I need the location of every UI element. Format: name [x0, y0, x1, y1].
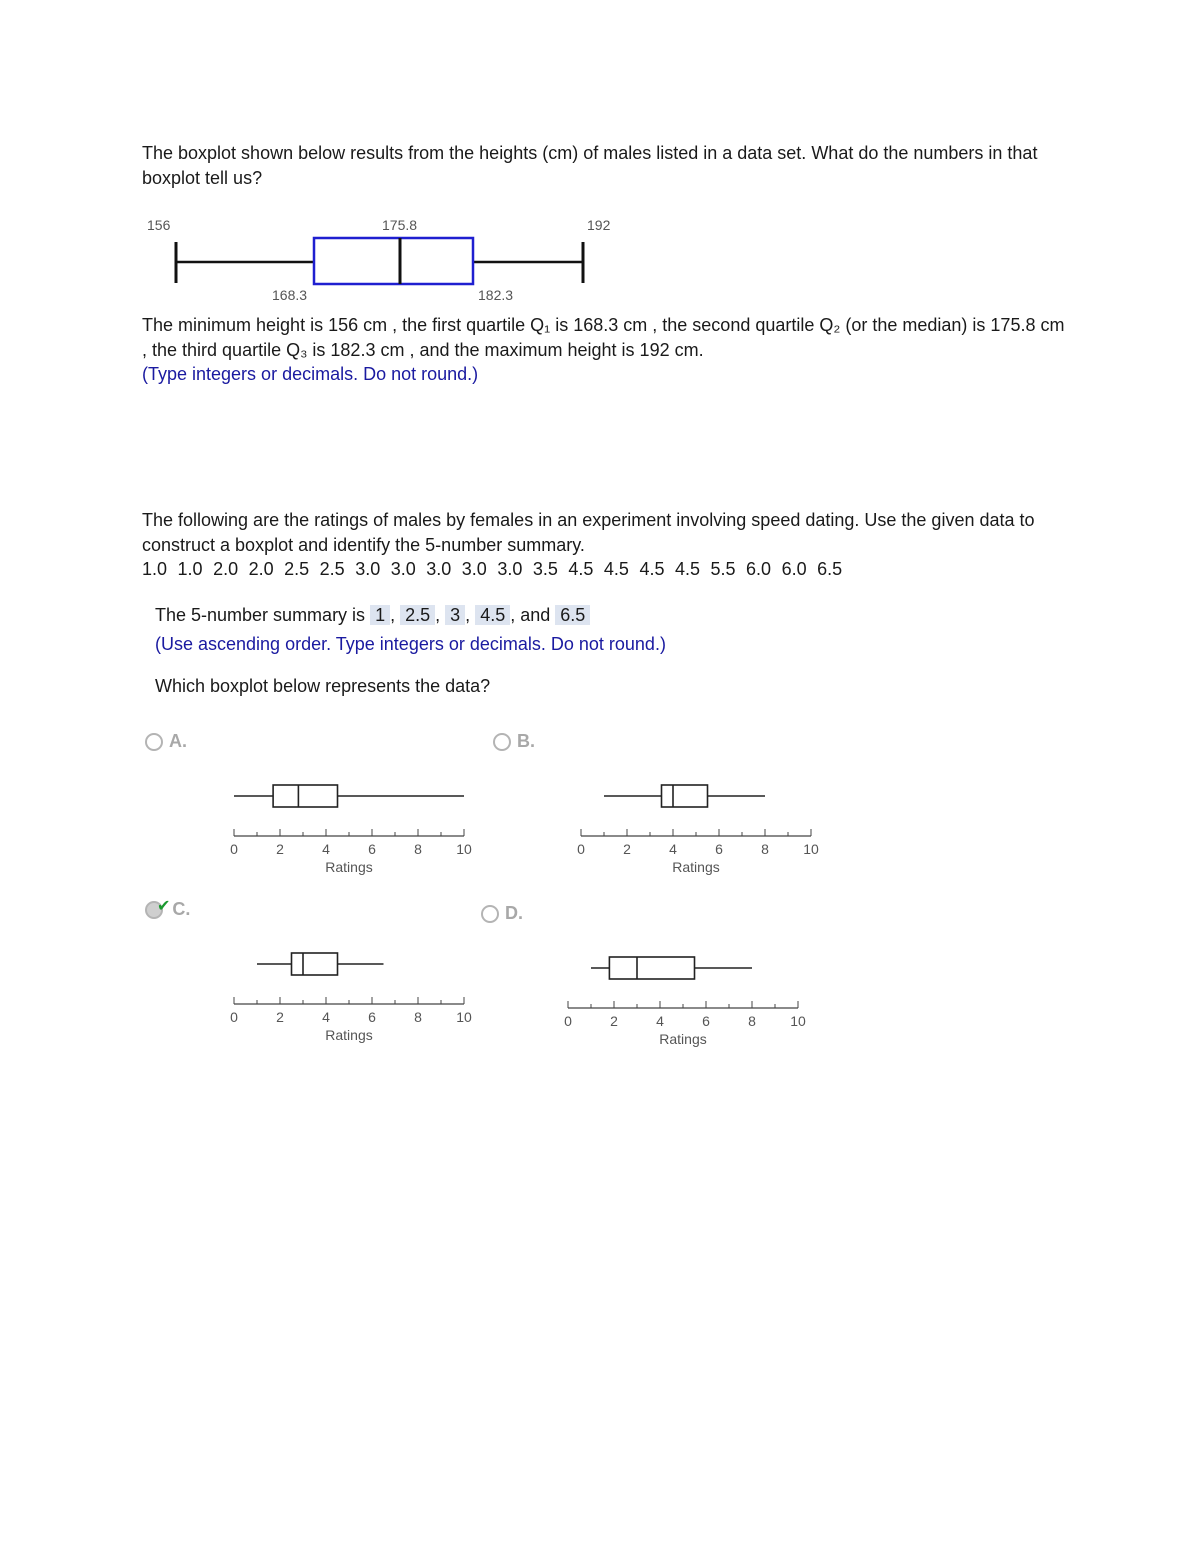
question1-note: (Type integers or decimals. Do not round.) [142, 364, 479, 384]
label-q1: 168.3 [272, 287, 308, 303]
tick-label: 4 [322, 841, 330, 857]
rating-value: 4.5 [603, 559, 629, 579]
rating-value: 3.0 [461, 559, 487, 579]
radio-d-icon[interactable] [481, 905, 499, 923]
iqr-box [273, 785, 337, 807]
summary-and: , and [510, 605, 551, 625]
option-a-label: A. [169, 731, 187, 751]
rating-value: 3.0 [497, 559, 523, 579]
radio-a-icon[interactable] [145, 733, 163, 751]
label-min: 156 [147, 217, 171, 233]
summary-q3[interactable]: 4.5 [475, 605, 510, 625]
tick-label: 10 [803, 841, 819, 857]
tick-label: 2 [610, 1013, 618, 1029]
tick-label: 0 [230, 1009, 238, 1025]
rating-value: 6.0 [746, 559, 772, 579]
rating-value: 4.5 [674, 559, 700, 579]
rating-value: 1.0 [177, 559, 203, 579]
ratings-data [142, 557, 1072, 582]
five-number-summary: The 5-number summary is 1 , 2.5 , 3 , 4.5 , and 6.5 [155, 601, 590, 629]
tick-label: 2 [276, 1009, 284, 1025]
question1-answer: The minimum height is 156 cm , the first quartile Q₁ is 168.3 cm , the second quartile Q₂ (or the median) is 175.8 cm , the third quartile Q₃ is 182.3 cm , and the maximum height is 192 cm. [142, 315, 1065, 360]
rating-value: 3.0 [426, 559, 452, 579]
boxplot-option-a [226, 770, 476, 880]
axis-label: Ratings [325, 1027, 373, 1043]
tick-label: 2 [623, 841, 631, 857]
tick-label: 6 [368, 841, 376, 857]
tick-label: 4 [656, 1013, 664, 1029]
option-b[interactable] [493, 731, 535, 752]
option-a[interactable] [145, 731, 187, 752]
iqr-box [292, 953, 338, 975]
option-d[interactable] [481, 903, 523, 924]
rating-value: 1.0 [142, 559, 168, 579]
tick-label: 0 [564, 1013, 572, 1029]
iqr-box [609, 957, 694, 979]
option-c-label: C. [172, 899, 191, 919]
tick-label: 8 [414, 841, 422, 857]
option-d-label: D. [505, 903, 523, 923]
tick-label: 2 [276, 841, 284, 857]
rating-value: 2.0 [213, 559, 239, 579]
rating-value: 3.0 [390, 559, 416, 579]
checkmark-icon: ✔ [157, 897, 171, 915]
rating-value: 3.0 [355, 559, 381, 579]
rating-value: 6.0 [781, 559, 807, 579]
rating-value: 5.5 [710, 559, 736, 579]
option-b-label: B. [517, 731, 535, 751]
rating-value: 6.5 [817, 559, 843, 579]
tick-label: 4 [322, 1009, 330, 1025]
heights-boxplot [140, 212, 640, 304]
iqr-box [314, 238, 473, 284]
rating-value: 4.5 [568, 559, 594, 579]
option-c[interactable] [145, 899, 190, 920]
tick-label: 0 [230, 841, 238, 857]
label-max: 192 [587, 217, 611, 233]
question1-prompt: The boxplot shown below results from the heights (cm) of males listed in a data set. What do the numbers in that boxplot tell us? [142, 143, 1038, 188]
axis-label: Ratings [672, 859, 720, 875]
label-median: 175.8 [382, 217, 418, 233]
tick-label: 6 [702, 1013, 710, 1029]
tick-label: 8 [761, 841, 769, 857]
tick-label: 10 [456, 1009, 472, 1025]
tick-label: 10 [456, 841, 472, 857]
boxplot-option-d [560, 942, 810, 1052]
which-prompt: Which boxplot below represents the data? [155, 676, 491, 696]
label-q3: 182.3 [478, 287, 514, 303]
tick-label: 10 [790, 1013, 806, 1029]
rating-value: 4.5 [639, 559, 665, 579]
summary-max[interactable]: 6.5 [555, 605, 590, 625]
rating-value: 2.5 [319, 559, 345, 579]
tick-label: 6 [715, 841, 723, 857]
iqr-box [662, 785, 708, 807]
summary-prefix: The 5-number summary is [155, 605, 366, 625]
question2-prompt: The following are the ratings of males by females in an experiment involving speed dating. Use the given data to construct a boxplot and identify the 5-number summary. [142, 510, 1035, 555]
rating-value: 3.5 [532, 559, 558, 579]
rating-value: 2.0 [248, 559, 274, 579]
tick-label: 8 [414, 1009, 422, 1025]
boxplot-option-b [573, 770, 823, 880]
radio-b-icon[interactable] [493, 733, 511, 751]
rating-value: 2.5 [284, 559, 310, 579]
axis-label: Ratings [325, 859, 373, 875]
tick-label: 0 [577, 841, 585, 857]
summary-median[interactable]: 3 [445, 605, 465, 625]
tick-label: 4 [669, 841, 677, 857]
tick-label: 6 [368, 1009, 376, 1025]
tick-label: 8 [748, 1013, 756, 1029]
axis-label: Ratings [659, 1031, 707, 1047]
summary-note: (Use ascending order. Type integers or decimals. Do not round.) [155, 634, 666, 654]
summary-min[interactable]: 1 [370, 605, 390, 625]
boxplot-option-c [226, 938, 476, 1048]
summary-q1[interactable]: 2.5 [400, 605, 435, 625]
